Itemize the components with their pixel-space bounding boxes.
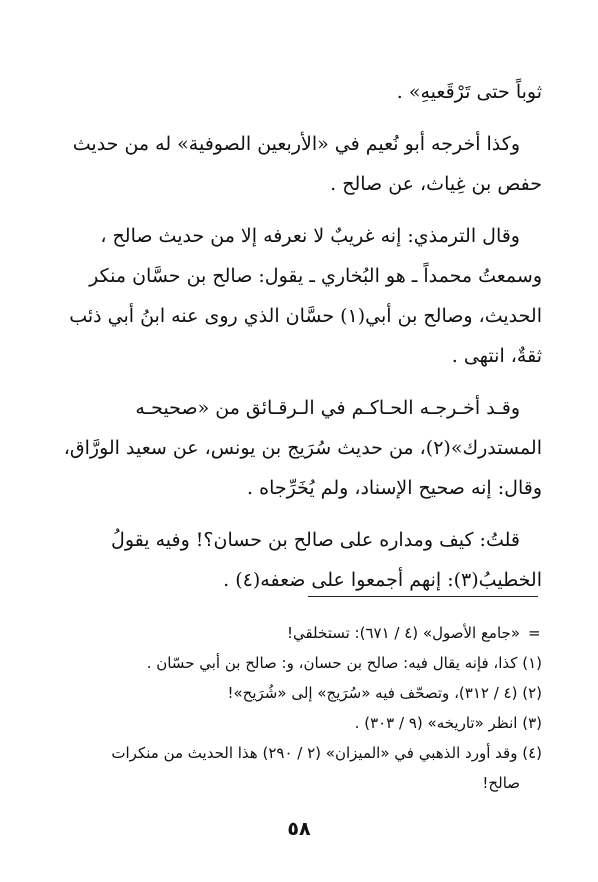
- text-line: وكذا أخرجه أبو نُعيم في «الأربعين الصوفية» له من حديث: [72, 133, 520, 155]
- main-text: [58, 72, 542, 612]
- paragraph-2: [58, 124, 542, 204]
- text-line: المستدرك»(٢)، من حديث سُرَيج بن يونس، عن سعيد الورَّاق،: [63, 437, 542, 459]
- text-line: حفص بن غِياث، عن صالح .: [330, 173, 542, 195]
- text-line: الحديث، وصالح بن أبي(١) حسَّان الذي روى عنه ابنُ أبي ذئب: [69, 305, 542, 327]
- footnote-line: (٢) (٤ / ٣١٢)، وتصحّف فيه «سُرَيج» إلى «شُرَيح»!: [227, 684, 542, 702]
- text-line: ثقةٌ، انتهى .: [451, 345, 542, 367]
- footnote-line: (٣) انظر «تاريخه» (٩ / ٣٠٣) .: [354, 714, 542, 732]
- text-line: الخطيبُ(٣): إنهم أجمعوا على ضعفه(٤) .: [223, 569, 542, 591]
- paragraph-4: [58, 388, 542, 508]
- paragraph-3: [58, 216, 542, 376]
- footnote-line: (١) كذا، فإنه يقال فيه: صالح بن حسان، و: صالح بن أبي حسّان .: [146, 654, 542, 672]
- text-line: وسمعتُ محمداً ـ هو البُخاري ـ يقول: صالح بن حسَّان منكر: [89, 265, 542, 287]
- text-line: وقـد أخـرجـه الحـاكـم في الـرقـائق من «صحيحـه: [135, 397, 520, 419]
- paragraph-5: [58, 520, 542, 600]
- text-line: وقال الترمذي: إنه غريبٌ لا نعرفه إلا من حديث صالح ،: [100, 225, 520, 247]
- footnote-separator: [308, 596, 538, 597]
- footnote-line: صالح!: [482, 774, 520, 792]
- text-line: قلتُ: كيف ومداره على صالح بن حسان؟! وفيه يقولُ: [111, 529, 520, 551]
- page-number: ٥٨: [287, 818, 311, 840]
- text-line: ثوباً حتى تَرْقَعيهِ» .: [396, 81, 542, 103]
- footnotes: [58, 618, 542, 798]
- footnote-continuation-mark: =: [528, 624, 541, 642]
- footnote-line: (٤) وقد أورد الذهبي في «الميزان» (٢ / ٢٩٠) هذا الحديث من منكرات: [111, 744, 542, 762]
- paragraph-1: [58, 72, 542, 112]
- footnote-line: «جامع الأصول» (٤ / ٦٧١): تستخلقي!: [286, 624, 520, 642]
- text-line: وقال: إنه صحيح الإسناد، ولم يُخَرِّجاه .: [247, 477, 542, 499]
